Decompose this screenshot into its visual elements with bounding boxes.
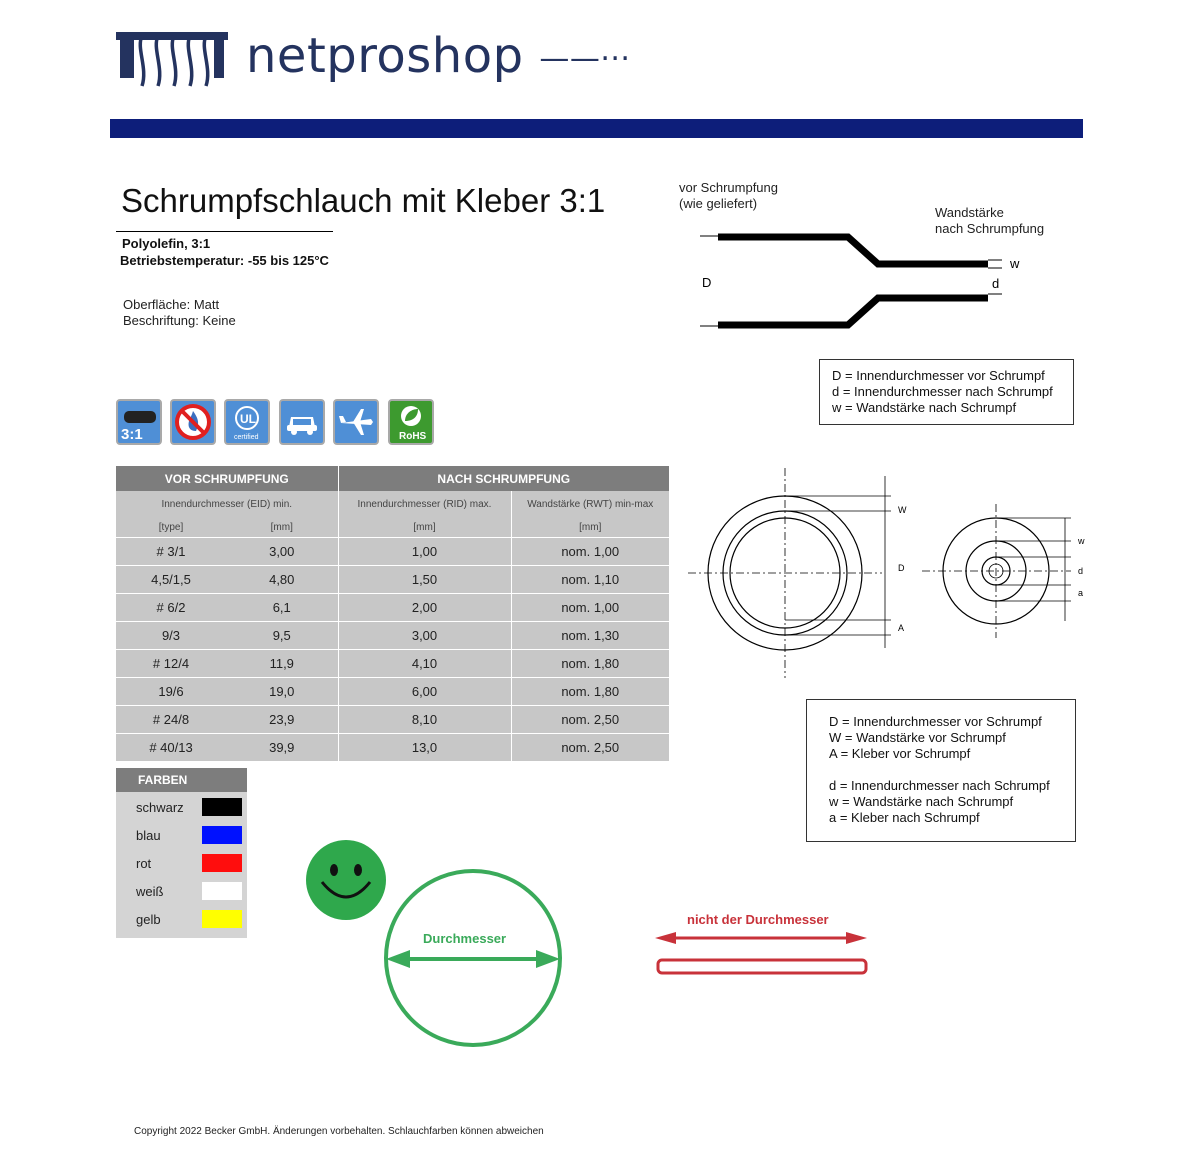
ul-icon-text: UL	[240, 412, 256, 426]
header-before-shrink: VOR SCHRUMPFUNG	[116, 466, 338, 491]
no-flame-icon	[170, 399, 216, 445]
table-row	[116, 678, 669, 706]
cross-section-diagram	[686, 466, 1096, 682]
prop-marking: Beschriftung: Keine	[123, 313, 236, 328]
unit-eid: [mm]	[226, 517, 338, 538]
legend-line: a = Kleber nach Schrumpf	[829, 810, 980, 825]
cell-eid: 6,1	[226, 594, 338, 622]
cell-eid: 39,9	[226, 734, 338, 762]
cell-rwt: nom. 1,00	[511, 538, 669, 566]
legend-line: d = Innendurchmesser nach Schrumpf	[829, 778, 1050, 793]
cell-rid: 6,00	[338, 678, 511, 706]
cell-type: 9/3	[116, 622, 226, 650]
unit-rid: [mm]	[338, 517, 511, 538]
cell-rid: 8,10	[338, 706, 511, 734]
cell-rwt: nom. 1,30	[511, 622, 669, 650]
cell-rid: 1,50	[338, 566, 511, 594]
logo-icon	[114, 28, 232, 92]
legend-line: w = Wandstärke nach Schrumpf	[832, 400, 1017, 415]
table-row	[116, 734, 669, 762]
brand-name: netproshop ——···	[246, 28, 631, 84]
copyright: Copyright 2022 Becker GmbH. Änderungen vorbehalten. Schlauchfarben können abweichen	[134, 1126, 544, 1137]
cell-eid: 4,80	[226, 566, 338, 594]
cell-type: 4,5/1,5	[116, 566, 226, 594]
label-w-cross: w	[1078, 536, 1085, 546]
ratio-icon-text: 3:1	[121, 426, 143, 443]
color-swatch	[202, 854, 242, 872]
cell-rid: 1,00	[338, 538, 511, 566]
label-A: A	[898, 623, 905, 633]
label-d: d	[992, 276, 1000, 291]
color-item-0	[116, 794, 247, 822]
cell-rwt: nom. 1,80	[511, 650, 669, 678]
rohs-icon-text: RoHS	[399, 431, 427, 442]
cell-rwt: nom. 2,50	[511, 706, 669, 734]
colors-panel	[116, 768, 247, 938]
colors-title: FARBEN	[116, 768, 247, 792]
spec-temperature: Betriebstemperatur: -55 bis 125°C	[120, 253, 329, 268]
label-D-cross: D	[898, 563, 905, 573]
color-name: rot	[136, 856, 152, 871]
tube-profile-diagram	[690, 230, 1030, 340]
table-row	[116, 538, 669, 566]
cell-rwt: nom. 1,80	[511, 678, 669, 706]
cell-type: # 3/1	[116, 538, 226, 566]
legend-top	[819, 359, 1074, 425]
cell-rid: 4,10	[338, 650, 511, 678]
color-item-4	[116, 906, 247, 934]
color-swatch	[202, 826, 242, 844]
cell-rid: 13,0	[338, 734, 511, 762]
header-after-shrink: NACH SCHRUMPFUNG	[338, 466, 669, 491]
label-W: W	[898, 505, 907, 515]
cell-type: # 24/8	[116, 706, 226, 734]
cell-type: # 6/2	[116, 594, 226, 622]
table-row	[116, 622, 669, 650]
cell-type: # 40/13	[116, 734, 226, 762]
cell-rwt: nom. 2,50	[511, 734, 669, 762]
cell-rid: 2,00	[338, 594, 511, 622]
cell-eid: 3,00	[226, 538, 338, 566]
legend-line	[829, 762, 1063, 778]
ul-certified-icon	[224, 399, 270, 445]
color-swatch	[202, 882, 242, 900]
prop-surface: Oberfläche: Matt	[123, 297, 220, 312]
car-icon	[279, 399, 325, 445]
color-name: blau	[136, 828, 161, 843]
spec-material: Polyolefin, 3:1	[122, 236, 211, 251]
label-wall-thickness: Wandstärke	[935, 205, 1004, 220]
color-name: gelb	[136, 912, 161, 927]
table-row	[116, 706, 669, 734]
table-row	[116, 594, 669, 622]
table-row	[116, 566, 669, 594]
cell-type: 19/6	[116, 678, 226, 706]
color-item-1	[116, 822, 247, 850]
cell-rwt: nom. 1,10	[511, 566, 669, 594]
legend-line: d = Innendurchmesser nach Schrumpf	[832, 384, 1053, 399]
cell-eid: 9,5	[226, 622, 338, 650]
diameter-wrong-diagram	[650, 908, 872, 980]
diameter-correct-diagram	[378, 868, 568, 1048]
ul-icon-subtext: certified	[234, 434, 259, 441]
cell-eid: 11,9	[226, 650, 338, 678]
legend-line: A = Kleber vor Schrumpf	[829, 746, 971, 761]
cell-type: # 12/4	[116, 650, 226, 678]
page-title: Schrumpfschlauch mit Kleber 3:1	[121, 182, 606, 219]
airplane-icon	[333, 399, 379, 445]
color-swatch	[202, 798, 242, 816]
color-name: weiß	[136, 884, 164, 899]
label-a-cross: a	[1078, 588, 1084, 598]
color-name: schwarz	[136, 800, 184, 815]
table-row	[116, 650, 669, 678]
legend-cross	[806, 699, 1076, 842]
col-header-rid: Innendurchmesser (RID) max.	[338, 491, 511, 517]
label-diameter: Durchmesser	[423, 931, 507, 946]
label-D: D	[702, 275, 712, 290]
smiley-icon	[304, 838, 388, 922]
label-d-cross: d	[1078, 566, 1084, 576]
color-item-3	[116, 878, 247, 906]
cell-rwt: nom. 1,00	[511, 594, 669, 622]
ratio-3-1-icon	[116, 399, 162, 445]
header-bar	[110, 119, 1083, 138]
label-as-delivered: (wie geliefert)	[679, 196, 758, 211]
unit-type: [type]	[116, 517, 226, 538]
rohs-icon	[388, 399, 434, 445]
label-after-shrink: nach Schrumpfung	[935, 221, 1045, 236]
label-not-diameter: nicht der Durchmesser	[687, 912, 829, 927]
legend-line: D = Innendurchmesser vor Schrumpf	[832, 368, 1045, 383]
label-before-shrink: vor Schrumpfung	[679, 180, 778, 195]
cell-rid: 3,00	[338, 622, 511, 650]
col-header-rwt: Wandstärke (RWT) min-max	[511, 491, 669, 517]
cell-eid: 19,0	[226, 678, 338, 706]
col-header-eid: Innendurchmesser (EID) min.	[116, 491, 338, 517]
color-swatch	[202, 910, 242, 928]
unit-rwt: [mm]	[511, 517, 669, 538]
legend-line: D = Innendurchmesser vor Schrumpf	[829, 714, 1042, 729]
legend-line: W = Wandstärke vor Schrumpf	[829, 730, 1006, 745]
dimension-table	[116, 466, 669, 761]
color-item-2	[116, 850, 247, 878]
legend-line: w = Wandstärke nach Schrumpf	[829, 794, 1014, 809]
cell-eid: 23,9	[226, 706, 338, 734]
title-divider	[116, 231, 333, 232]
label-w: w	[1010, 256, 1020, 271]
